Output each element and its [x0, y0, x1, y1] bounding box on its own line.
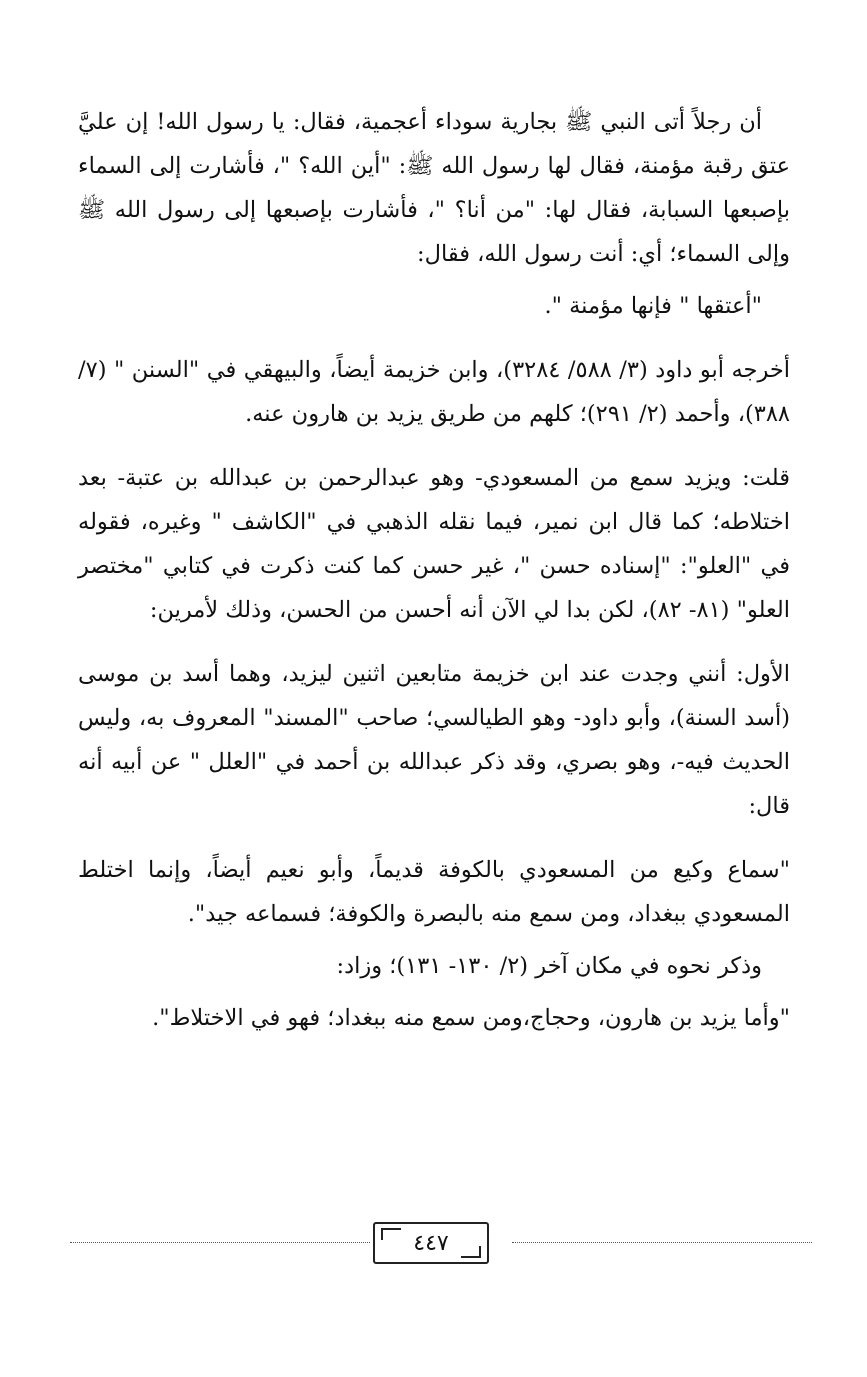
footer-rule-left — [70, 1242, 370, 1243]
first-reason-paragraph: الأول: أنني وجدت عند ابن خزيمة متابعين اثنين ليزيد، وهما أسد بن موسى (أسد السنة)، وأبو داود- وهو الطيالسي؛ صاحب "المسند" المعروف به، وليس الحديث فيه-، وهو بصري، وقد ذكر عبدالله بن أحمد في "العلل " عن أبيه أنه قال: — [78, 661, 790, 819]
frame-ornament-icon — [461, 1246, 481, 1258]
page-footer — [70, 1222, 812, 1268]
page-number-frame — [373, 1222, 489, 1264]
commentary-paragraph: قلت: ويزيد سمع من المسعودي- وهو عبدالرحمن بن عبدالله بن عتبة- بعد اختلاطه؛ كما قال ابن نمير، فيما نقله الذهبي في "الكاشف " وغيره، فقوله في "العلو": "إسناده حسن "، غير حسن كما كنت ذكرت في كتابي "مختصر العلو" (٨١- ٨٢)، لكن بدا لي الآن أنه أحسن من الحسن، وذلك لأمرين: — [78, 465, 790, 623]
footer-rule-right — [512, 1242, 812, 1243]
hadith-quote-paragraph: "أعتقها " فإنها مؤمنة ". — [544, 293, 762, 319]
hadith-text-paragraph: أن رجلاً أتى النبي ﷺ بجارية سوداء أعجمية، فقال: يا رسول الله! إن عليَّ عتق رقبة مؤمنة، فقال لها رسول الله ﷺ: "أين الله؟ "، فأشارت إلى السماء بإصبعها السبابة، فقال لها: "من أنا؟ "، فأشارت بإصبعها إلى رسول الله ﷺ وإلى السماء؛ أي: أنت رسول الله، فقال: — [78, 109, 790, 267]
page-number: ٤٤٧ — [413, 1230, 449, 1256]
body-text — [78, 100, 790, 1060]
closing-quote-paragraph: "وأما يزيد بن هارون، وحجاج،ومن سمع منه ببغداد؛ فهو في الاختلاط". — [152, 1005, 790, 1031]
quote-paragraph: "سماع وكيع من المسعودي بالكوفة قديماً، وأبو نعيم أيضاً، وإنما اختلط المسعودي ببغداد، ومن سمع منه بالبصرة والكوفة؛ فسماعه جيد". — [78, 857, 790, 927]
addition-paragraph: وذكر نحوه في مكان آخر (٢/ ١٣٠- ١٣١)؛ وزاد: — [336, 953, 762, 979]
takhrij-paragraph: أخرجه أبو داود (٣/ ٥٨٨/ ٣٢٨٤)، وابن خزيمة أيضاً، والبيهقي في "السنن " (٧/ ٣٨٨)، وأحمد (٢/ ٢٩١)؛ كلهم من طريق يزيد بن هارون عنه. — [78, 357, 791, 427]
frame-ornament-icon — [381, 1228, 401, 1240]
